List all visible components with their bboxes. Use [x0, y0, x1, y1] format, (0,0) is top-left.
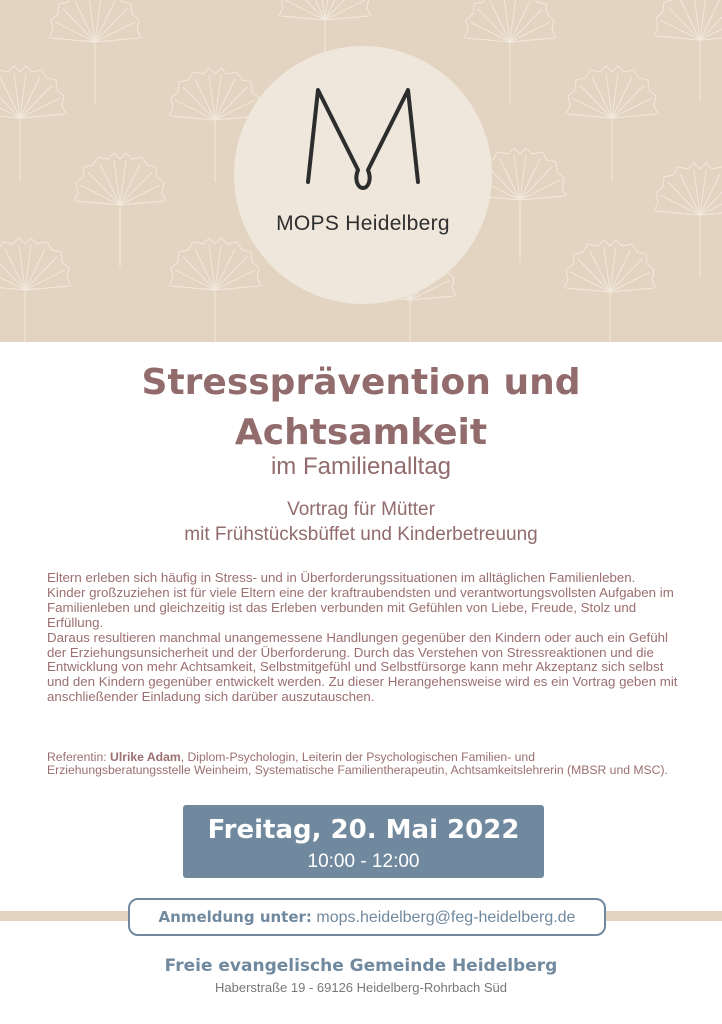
page-title	[0, 358, 722, 458]
speaker-name: Ulrike Adam	[110, 750, 181, 764]
header-banner	[0, 0, 722, 342]
description	[47, 571, 679, 705]
organization-name: Freie evangelische Gemeinde Heidelberg	[164, 956, 558, 976]
event-date-box	[183, 805, 544, 878]
logo-name: MOPS Heidelberg	[276, 212, 450, 235]
description-paragraph-3: Daraus resultieren manchmal unangemessene Handlungen gegenüber den Kindern oder auch ein Gefühl der Erziehungsunsicherheit und der Überforderung. Durch das Verstehen von Stressreaktionen und die Entwicklung von mehr Achtsamkeit, Selbstmitgefühl und Selbstfürsorge kann mehr Akzeptanz sich selbst und den Kindern gegenüber entwickelt werden. Zu dieser Herangehensweise wird es ein Vortrag geben mit anschließender Einladung sich darüber auszutauschen.	[47, 629, 678, 705]
registration-label: Anmeldung unter:	[158, 908, 312, 926]
speaker-info	[47, 751, 679, 777]
title-line-1: Stressprävention und	[141, 362, 581, 403]
title-line-2: Achtsamkeit	[234, 412, 488, 453]
description-paragraph-1: Eltern erleben sich häufig in Stress- und in Überforderungssituationen im alltäglichen Familienleben.	[47, 570, 636, 585]
registration-box	[128, 898, 606, 936]
event-date: Freitag, 20. Mai 2022	[207, 815, 520, 845]
page-subtitle: im Familienalltag	[270, 453, 452, 480]
registration-email-link[interactable]: mops.heidelberg@feg-heidelberg.de	[316, 909, 576, 926]
speaker-label: Referentin:	[47, 750, 111, 764]
mops-m-logo-icon	[300, 84, 426, 196]
lecture-info	[0, 497, 722, 547]
event-time: 10:00 - 12:00	[307, 851, 420, 872]
speaker-details: , Diplom-Psychologin, Leiterin der Psychologischen Familien- und Erziehungsberatungsstelle Weinheim, Systematische Familientherapeutin, Achtsamkeitslehrerin (MBSR und MSC).	[47, 750, 668, 778]
logo-circle	[234, 46, 492, 304]
lecture-line-1: Vortrag für Mütter	[287, 499, 435, 520]
description-paragraph-2: Kinder großzuziehen ist für viele Eltern eine der kraftraubendsten und verantwortungsvollsten Aufgaben im Familienleben und gleichzeitig ist das Erleben verbunden mit Gefühlen von Liebe, Freude, Stolz und Erfüllung.	[47, 584, 674, 630]
lecture-line-2: mit Frühstücksbüffet und Kinderbetreuung	[184, 524, 538, 545]
organization-address: Haberstraße 19 - 69126 Heidelberg-Rohrbach Süd	[215, 980, 507, 995]
